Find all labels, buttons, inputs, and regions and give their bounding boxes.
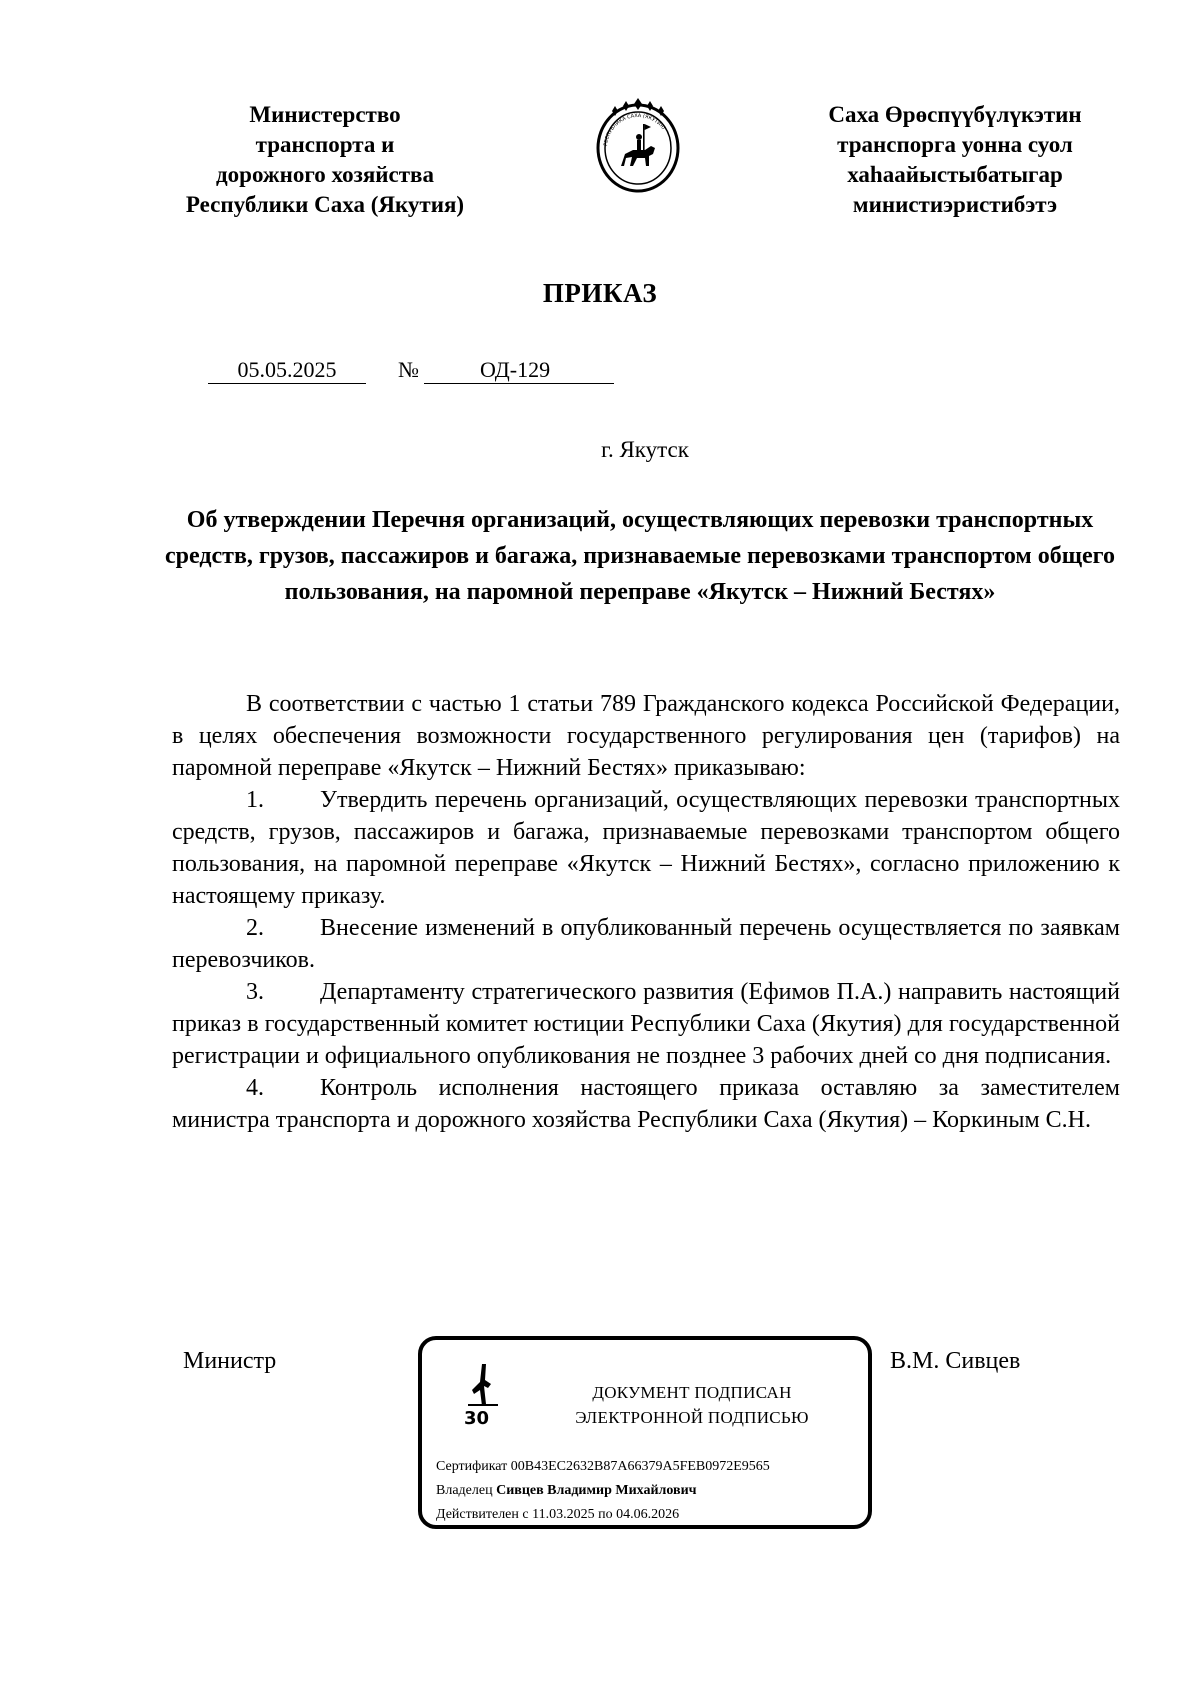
ministry-name-sah-line: министиэристибэтэ xyxy=(852,192,1058,217)
order-body xyxy=(172,688,1120,1136)
item-text: Утвердить перечень организаций, осуществляющих перевозки транспортных средств, грузов, пассажиров и багажа, признаваемые перевозками транспортом общего пользования, на паромной переправе «Якутск – Нижний Бестях», согласно приложению к настоящему приказу. xyxy=(172,787,1120,909)
certificate-label: Сертификат xyxy=(436,1459,508,1474)
stamp-heading xyxy=(532,1380,852,1430)
item-text: Внесение изменений в опубликованный перечень осуществляется по заявкам перевозчиков. xyxy=(172,915,1120,973)
ministry-name-sah-line: Саха Өрөспүүбүлүкэтин xyxy=(828,102,1082,127)
body-item xyxy=(172,1072,1120,1136)
ministry-name-sah-line: хаһаайыстыбатыгар xyxy=(847,162,1063,187)
stamp-owner xyxy=(436,1482,697,1500)
owner-label: Владелец xyxy=(436,1483,493,1498)
body-item xyxy=(172,976,1120,1072)
ministry-name-ru-line: транспорта и xyxy=(255,132,395,157)
ministry-name-ru xyxy=(150,100,500,220)
body-item xyxy=(172,912,1120,976)
stamp-logo-icon xyxy=(458,1360,508,1440)
owner-value: Сивцев Владимир Михайлович xyxy=(496,1483,697,1498)
coat-of-arms-emblem xyxy=(593,96,683,200)
valid-to-label: по xyxy=(598,1507,613,1522)
ministry-name-ru-line: дорожного хозяйства xyxy=(216,162,434,187)
document-title: ПРИКАЗ xyxy=(542,278,658,308)
stamp-logo-text: 30 xyxy=(464,1408,490,1429)
order-number: ОД-129 xyxy=(424,357,614,384)
item-number: 4. xyxy=(246,1075,264,1101)
city: г. Якутск xyxy=(601,437,689,462)
emblem-icon xyxy=(593,96,683,200)
valid-to: 04.06.2026 xyxy=(616,1507,680,1522)
ministry-name-sah-line: транспорга уонна суол xyxy=(837,132,1073,157)
certificate-value: 00B43EC2632B87A66379A5FEB0972E9565 xyxy=(510,1459,770,1474)
valid-from-label: с xyxy=(522,1507,529,1522)
item-text: Департаменту стратегического развития (Ефимов П.А.) направить настоящий приказ в государственный комитет юстиции Республики Саха (Якутия) для государственной регистрации и официального опубликования не позднее 3 рабочих дней со дня подписания. xyxy=(172,979,1120,1069)
signer-name: В.М. Сивцев xyxy=(890,1348,1021,1374)
order-subject: Об утверждении Перечня организаций, осуществляющих перевозки транспортных средств, грузов, пассажиров и багажа, признаваемые перевозками транспортом общего пользования, на паромной переправе «Якутск – Нижний Бестях» xyxy=(165,507,1115,605)
valid-from: 11.03.2025 xyxy=(532,1507,595,1522)
order-number-sign: № xyxy=(398,357,419,382)
item-number: 1. xyxy=(246,787,264,813)
item-text: Контроль исполнения настоящего приказа оставляю за заместителем министра транспорта и дорожного хозяйства Республики Саха (Якутия) – Коркиным С.Н. xyxy=(172,1075,1120,1133)
emblem-ring-text: РЕСПУБЛИКА САХА (ЯКУТИЯ) xyxy=(603,112,667,147)
order-date: 05.05.2025 xyxy=(208,357,366,384)
stamp-certificate xyxy=(436,1458,770,1476)
ministry-name-ru-line: Республики Саха (Якутия) xyxy=(185,192,465,217)
ministry-name-ru-line: Министерство xyxy=(249,102,401,127)
body-item xyxy=(172,784,1120,912)
stamp-heading-line: ДОКУМЕНТ ПОДПИСАН xyxy=(592,1383,792,1402)
stamp-validity xyxy=(436,1506,679,1524)
stamp-heading-line: ЭЛЕКТРОННОЙ ПОДПИСЬЮ xyxy=(575,1408,809,1427)
item-number: 3. xyxy=(246,979,264,1005)
item-number: 2. xyxy=(246,915,264,941)
electronic-signature-stamp xyxy=(418,1336,872,1529)
ministry-name-sah xyxy=(780,100,1130,220)
valid-label: Действителен xyxy=(436,1507,519,1522)
body-intro: В соответствии с частью 1 статьи 789 Гражданского кодекса Российской Федерации, в целях обеспечения возможности государственного регулирования цен (тарифов) на паромной переправе «Якутск – Нижний Бестях» приказываю: xyxy=(172,691,1120,781)
signer-position: Министр xyxy=(183,1348,277,1374)
